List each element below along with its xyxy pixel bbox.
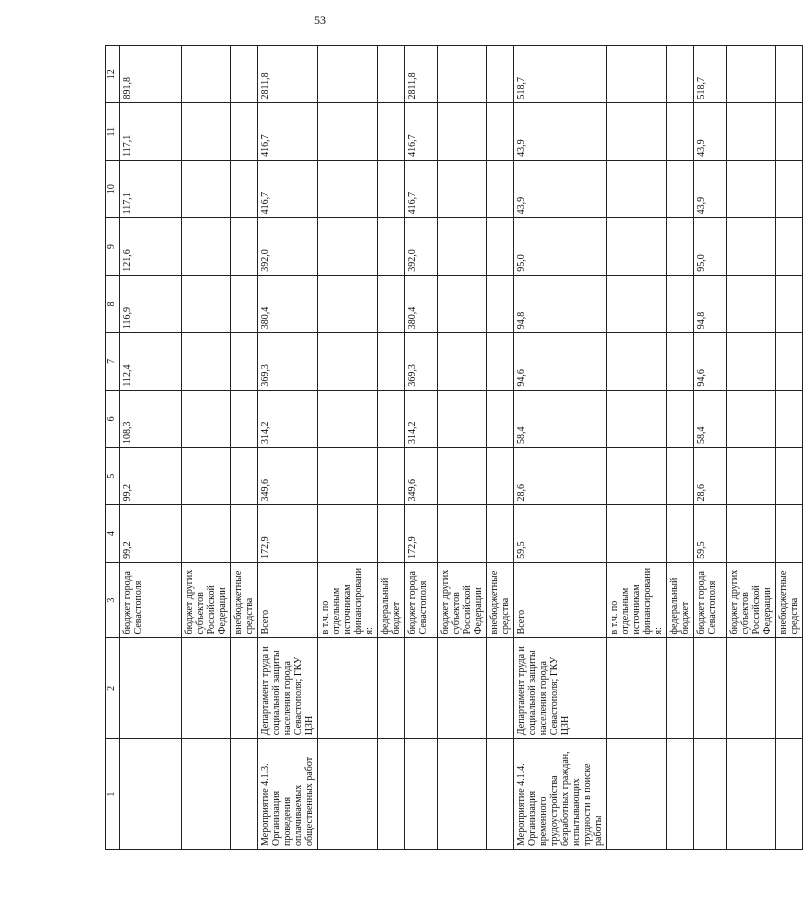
event-cell xyxy=(667,739,694,850)
value-cell: 121,6 xyxy=(120,218,182,275)
value-cell xyxy=(231,448,258,505)
value-cell xyxy=(727,160,776,217)
executor-cell: Департамент труда и социальной защиты населения города Севастополя; ГКУ ЦЗН xyxy=(258,638,318,739)
value-cell xyxy=(727,333,776,390)
event-cell: Мероприятие 4.1.3. Организация проведения оплачиваемых общественных работ xyxy=(258,739,318,850)
value-cell xyxy=(487,46,514,104)
table-row xyxy=(694,46,727,850)
value-cell xyxy=(607,46,667,104)
value-cell xyxy=(182,46,231,104)
funding-source-cell: бюджет города Севастополя xyxy=(120,562,182,638)
value-cell: 94,6 xyxy=(694,333,727,390)
value-cell xyxy=(438,46,487,104)
funding-source-cell: внебюджетные средства xyxy=(231,562,258,638)
value-cell: 369,3 xyxy=(405,333,438,390)
column-number-10: 10 xyxy=(106,160,120,217)
value-cell xyxy=(378,160,405,217)
value-cell: 112,4 xyxy=(120,333,182,390)
value-cell xyxy=(487,390,514,447)
column-number-7: 7 xyxy=(106,333,120,390)
value-cell xyxy=(231,390,258,447)
value-cell xyxy=(776,448,803,505)
table-row xyxy=(405,46,438,850)
value-cell xyxy=(487,275,514,332)
value-cell xyxy=(727,448,776,505)
column-number-5: 5 xyxy=(106,448,120,505)
value-cell xyxy=(378,448,405,505)
value-cell xyxy=(318,390,378,447)
executor-cell xyxy=(405,638,438,739)
table-row xyxy=(231,46,258,850)
value-cell xyxy=(378,218,405,275)
value-cell: 416,7 xyxy=(405,160,438,217)
value-cell: 314,2 xyxy=(258,390,318,447)
value-cell xyxy=(487,103,514,160)
value-cell: 117,1 xyxy=(120,103,182,160)
value-cell xyxy=(438,448,487,505)
value-cell xyxy=(607,275,667,332)
value-cell xyxy=(438,505,487,562)
column-number-3: 3 xyxy=(106,562,120,638)
value-cell xyxy=(318,160,378,217)
executor-cell: Департамент труда и социальной защиты населения города Севастополя; ГКУ ЦЗН xyxy=(514,638,607,739)
event-cell xyxy=(438,739,487,850)
value-cell xyxy=(182,275,231,332)
value-cell xyxy=(487,505,514,562)
value-cell xyxy=(776,103,803,160)
value-cell xyxy=(667,160,694,217)
table-row xyxy=(258,46,318,850)
value-cell xyxy=(231,160,258,217)
column-number-6: 6 xyxy=(106,390,120,447)
value-cell xyxy=(776,333,803,390)
executor-cell xyxy=(120,638,182,739)
value-cell: 518,7 xyxy=(514,46,607,104)
value-cell xyxy=(438,333,487,390)
value-cell xyxy=(487,448,514,505)
value-cell xyxy=(318,218,378,275)
event-cell: Мероприятие 4.1.4. Организация временного трудоустройства безработных граждан, испытывающих трудности в поиске работы xyxy=(514,739,607,850)
value-cell: 94,8 xyxy=(694,275,727,332)
executor-cell xyxy=(378,638,405,739)
event-cell xyxy=(182,739,231,850)
value-cell: 59,5 xyxy=(694,505,727,562)
table-row xyxy=(487,46,514,850)
value-cell xyxy=(182,218,231,275)
value-cell xyxy=(378,46,405,104)
value-cell xyxy=(727,218,776,275)
value-cell xyxy=(776,275,803,332)
value-cell xyxy=(318,46,378,104)
value-cell: 58,4 xyxy=(694,390,727,447)
value-cell: 349,6 xyxy=(258,448,318,505)
event-cell xyxy=(405,739,438,850)
executor-cell xyxy=(487,638,514,739)
value-cell xyxy=(318,275,378,332)
value-cell xyxy=(318,333,378,390)
event-cell xyxy=(231,739,258,850)
funding-source-cell: бюджет других субъектов Российской Федерации xyxy=(438,562,487,638)
value-cell xyxy=(607,448,667,505)
value-cell xyxy=(727,505,776,562)
table-row xyxy=(776,46,803,850)
table-row xyxy=(607,46,667,850)
table-row xyxy=(318,46,378,850)
value-cell: 172,9 xyxy=(258,505,318,562)
funding-source-cell: внебюджетные средства xyxy=(487,562,514,638)
value-cell xyxy=(607,160,667,217)
column-number-1: 1 xyxy=(106,739,120,850)
value-cell: 28,6 xyxy=(694,448,727,505)
value-cell: 392,0 xyxy=(258,218,318,275)
column-number-11: 11 xyxy=(106,103,120,160)
value-cell: 108,3 xyxy=(120,390,182,447)
event-cell xyxy=(120,739,182,850)
value-cell xyxy=(378,275,405,332)
value-cell: 59,5 xyxy=(514,505,607,562)
value-cell xyxy=(667,505,694,562)
value-cell: 369,3 xyxy=(258,333,318,390)
value-cell xyxy=(182,333,231,390)
value-cell xyxy=(727,390,776,447)
value-cell: 314,2 xyxy=(405,390,438,447)
column-number-2: 2 xyxy=(106,638,120,739)
table-row xyxy=(667,46,694,850)
funding-source-cell: Всего xyxy=(514,562,607,638)
value-cell xyxy=(378,390,405,447)
executor-cell xyxy=(607,638,667,739)
executor-cell xyxy=(231,638,258,739)
value-cell: 392,0 xyxy=(405,218,438,275)
value-cell xyxy=(231,505,258,562)
value-cell xyxy=(776,218,803,275)
table-row xyxy=(438,46,487,850)
funding-source-cell: внебюджетные средства xyxy=(776,562,803,638)
value-cell xyxy=(231,46,258,104)
value-cell xyxy=(318,448,378,505)
table-row xyxy=(120,46,182,850)
event-cell xyxy=(378,739,405,850)
value-cell: 28,6 xyxy=(514,448,607,505)
value-cell xyxy=(667,103,694,160)
value-cell: 43,9 xyxy=(514,103,607,160)
value-cell xyxy=(438,275,487,332)
value-cell xyxy=(182,160,231,217)
value-cell xyxy=(667,448,694,505)
funding-source-cell: в т.ч. по отдельным источникам финансирования: xyxy=(318,562,378,638)
value-cell: 349,6 xyxy=(405,448,438,505)
value-cell: 117,1 xyxy=(120,160,182,217)
value-cell: 416,7 xyxy=(258,160,318,217)
value-cell xyxy=(776,46,803,104)
value-cell xyxy=(667,333,694,390)
table-row xyxy=(378,46,405,850)
executor-cell xyxy=(318,638,378,739)
funding-source-cell: бюджет города Севастополя xyxy=(694,562,727,638)
event-cell xyxy=(318,739,378,850)
value-cell xyxy=(667,390,694,447)
value-cell xyxy=(727,103,776,160)
value-cell xyxy=(776,160,803,217)
column-number-9: 9 xyxy=(106,218,120,275)
value-cell: 43,9 xyxy=(514,160,607,217)
value-cell xyxy=(231,218,258,275)
value-cell xyxy=(607,218,667,275)
funding-source-cell: федеральный бюджет xyxy=(667,562,694,638)
value-cell xyxy=(776,390,803,447)
value-cell xyxy=(318,103,378,160)
value-cell xyxy=(182,505,231,562)
event-cell xyxy=(487,739,514,850)
executor-cell xyxy=(667,638,694,739)
value-cell xyxy=(378,505,405,562)
column-number-8: 8 xyxy=(106,275,120,332)
event-cell xyxy=(607,739,667,850)
column-number-4: 4 xyxy=(106,505,120,562)
value-cell xyxy=(667,218,694,275)
value-cell: 172,9 xyxy=(405,505,438,562)
column-number-12: 12 xyxy=(106,46,120,104)
value-cell: 518,7 xyxy=(694,46,727,104)
value-cell: 380,4 xyxy=(258,275,318,332)
value-cell: 116,9 xyxy=(120,275,182,332)
value-cell: 95,0 xyxy=(514,218,607,275)
value-cell xyxy=(182,448,231,505)
funding-source-cell: Всего xyxy=(258,562,318,638)
event-cell xyxy=(776,739,803,850)
value-cell xyxy=(667,275,694,332)
value-cell xyxy=(182,103,231,160)
page-number: 53 xyxy=(314,13,326,27)
value-cell: 380,4 xyxy=(405,275,438,332)
value-cell: 416,7 xyxy=(258,103,318,160)
value-cell: 891,8 xyxy=(120,46,182,104)
value-cell: 43,9 xyxy=(694,103,727,160)
value-cell: 94,8 xyxy=(514,275,607,332)
funding-source-cell: бюджет других субъектов Российской Федерации xyxy=(727,562,776,638)
executor-cell xyxy=(727,638,776,739)
funding-source-cell: бюджет других субъектов Российской Федерации xyxy=(182,562,231,638)
value-cell xyxy=(231,103,258,160)
funding-source-cell: федеральный бюджет xyxy=(378,562,405,638)
value-cell: 95,0 xyxy=(694,218,727,275)
value-cell xyxy=(438,218,487,275)
value-cell xyxy=(607,103,667,160)
value-cell xyxy=(487,160,514,217)
value-cell xyxy=(438,160,487,217)
value-cell: 58,4 xyxy=(514,390,607,447)
rotated-table-container xyxy=(105,45,800,850)
value-cell: 2811,8 xyxy=(258,46,318,104)
value-cell xyxy=(487,333,514,390)
table-row xyxy=(182,46,231,850)
executor-cell xyxy=(694,638,727,739)
value-cell xyxy=(231,333,258,390)
value-cell: 99,2 xyxy=(120,505,182,562)
value-cell xyxy=(378,333,405,390)
value-cell xyxy=(607,333,667,390)
value-cell xyxy=(727,46,776,104)
value-cell: 416,7 xyxy=(405,103,438,160)
budget-table xyxy=(105,45,803,850)
executor-cell xyxy=(182,638,231,739)
value-cell xyxy=(438,390,487,447)
value-cell: 2811,8 xyxy=(405,46,438,104)
value-cell: 99,2 xyxy=(120,448,182,505)
executor-cell xyxy=(438,638,487,739)
value-cell xyxy=(727,275,776,332)
table-row xyxy=(727,46,776,850)
value-cell xyxy=(607,505,667,562)
value-cell xyxy=(378,103,405,160)
value-cell xyxy=(776,505,803,562)
value-cell xyxy=(318,505,378,562)
table-row xyxy=(514,46,607,850)
funding-source-cell: в т.ч. по отдельным источникам финансирования: xyxy=(607,562,667,638)
value-cell xyxy=(487,218,514,275)
value-cell: 43,9 xyxy=(694,160,727,217)
value-cell xyxy=(182,390,231,447)
value-cell xyxy=(607,390,667,447)
value-cell xyxy=(667,46,694,104)
event-cell xyxy=(727,739,776,850)
header-row xyxy=(106,46,120,850)
value-cell: 94,6 xyxy=(514,333,607,390)
event-cell xyxy=(694,739,727,850)
value-cell xyxy=(438,103,487,160)
executor-cell xyxy=(776,638,803,739)
funding-source-cell: бюджет города Севастополя xyxy=(405,562,438,638)
value-cell xyxy=(231,275,258,332)
